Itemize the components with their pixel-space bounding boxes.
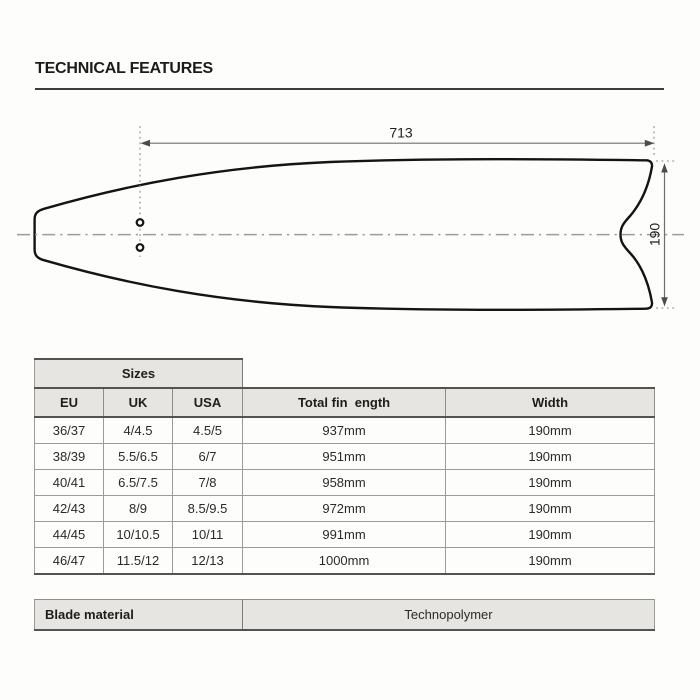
width-cell: 190mm	[446, 470, 655, 496]
column-header-eu: EU	[35, 388, 104, 417]
mounting-hole-top	[137, 219, 144, 226]
usa-size-cell: 7/8	[173, 470, 243, 496]
arrowhead-right	[645, 140, 655, 147]
total-length-cell: 958mm	[243, 470, 446, 496]
table-row	[35, 548, 655, 575]
width-cell: 190mm	[446, 417, 655, 444]
eu-size-cell: 44/45	[35, 522, 104, 548]
uk-size-cell: 4/4.5	[104, 417, 173, 444]
uk-size-cell: 8/9	[104, 496, 173, 522]
uk-size-cell: 6.5/7.5	[104, 470, 173, 496]
eu-size-cell: 46/47	[35, 548, 104, 575]
mounting-hole-bottom	[137, 244, 144, 251]
table-row	[35, 496, 655, 522]
total-length-cell: 1000mm	[243, 548, 446, 575]
table-row	[35, 522, 655, 548]
total-length-cell: 972mm	[243, 496, 446, 522]
eu-size-cell: 40/41	[35, 470, 104, 496]
total-length-cell: 991mm	[243, 522, 446, 548]
arrowhead-down	[661, 297, 668, 306]
eu-size-cell: 38/39	[35, 444, 104, 470]
usa-size-cell: 12/13	[173, 548, 243, 575]
usa-size-cell: 8.5/9.5	[173, 496, 243, 522]
width-dimension-label: 190	[646, 222, 663, 247]
width-cell: 190mm	[446, 522, 655, 548]
blade-material-value: Technopolymer	[243, 600, 655, 631]
table-row	[35, 417, 655, 444]
column-header-uk: UK	[104, 388, 173, 417]
eu-size-cell: 36/37	[35, 417, 104, 444]
length-dimension-label: 713	[389, 124, 413, 141]
column-header-width: Width	[446, 388, 655, 417]
usa-size-cell: 4.5/5	[173, 417, 243, 444]
sizes-group-row	[35, 359, 655, 388]
blade-material-table	[34, 599, 655, 631]
arrowhead-left	[141, 140, 151, 147]
uk-size-cell: 5.5/6.5	[104, 444, 173, 470]
uk-size-cell: 11.5/12	[104, 548, 173, 575]
length-dimension	[141, 125, 655, 147]
eu-size-cell: 42/43	[35, 496, 104, 522]
width-dimension	[647, 163, 668, 306]
width-cell: 190mm	[446, 548, 655, 575]
blade-material-label: Blade material	[35, 600, 243, 631]
sizes-group-header: Sizes	[35, 359, 243, 388]
arrowhead-up	[661, 163, 668, 172]
page-title: TECHNICAL FEATURES	[35, 60, 214, 77]
table-row	[35, 444, 655, 470]
blade-material-row	[35, 600, 655, 631]
column-header-usa: USA	[173, 388, 243, 417]
width-cell: 190mm	[446, 444, 655, 470]
total-length-cell: 951mm	[243, 444, 446, 470]
table-row	[35, 470, 655, 496]
usa-size-cell: 6/7	[173, 444, 243, 470]
usa-size-cell: 10/11	[173, 522, 243, 548]
sizes-table	[34, 358, 655, 575]
total-length-cell: 937mm	[243, 417, 446, 444]
column-header-row	[35, 388, 655, 417]
column-header-total-length: Total fin ength	[243, 388, 446, 417]
empty-header-space	[243, 359, 655, 388]
uk-size-cell: 10/10.5	[104, 522, 173, 548]
width-cell: 190mm	[446, 496, 655, 522]
